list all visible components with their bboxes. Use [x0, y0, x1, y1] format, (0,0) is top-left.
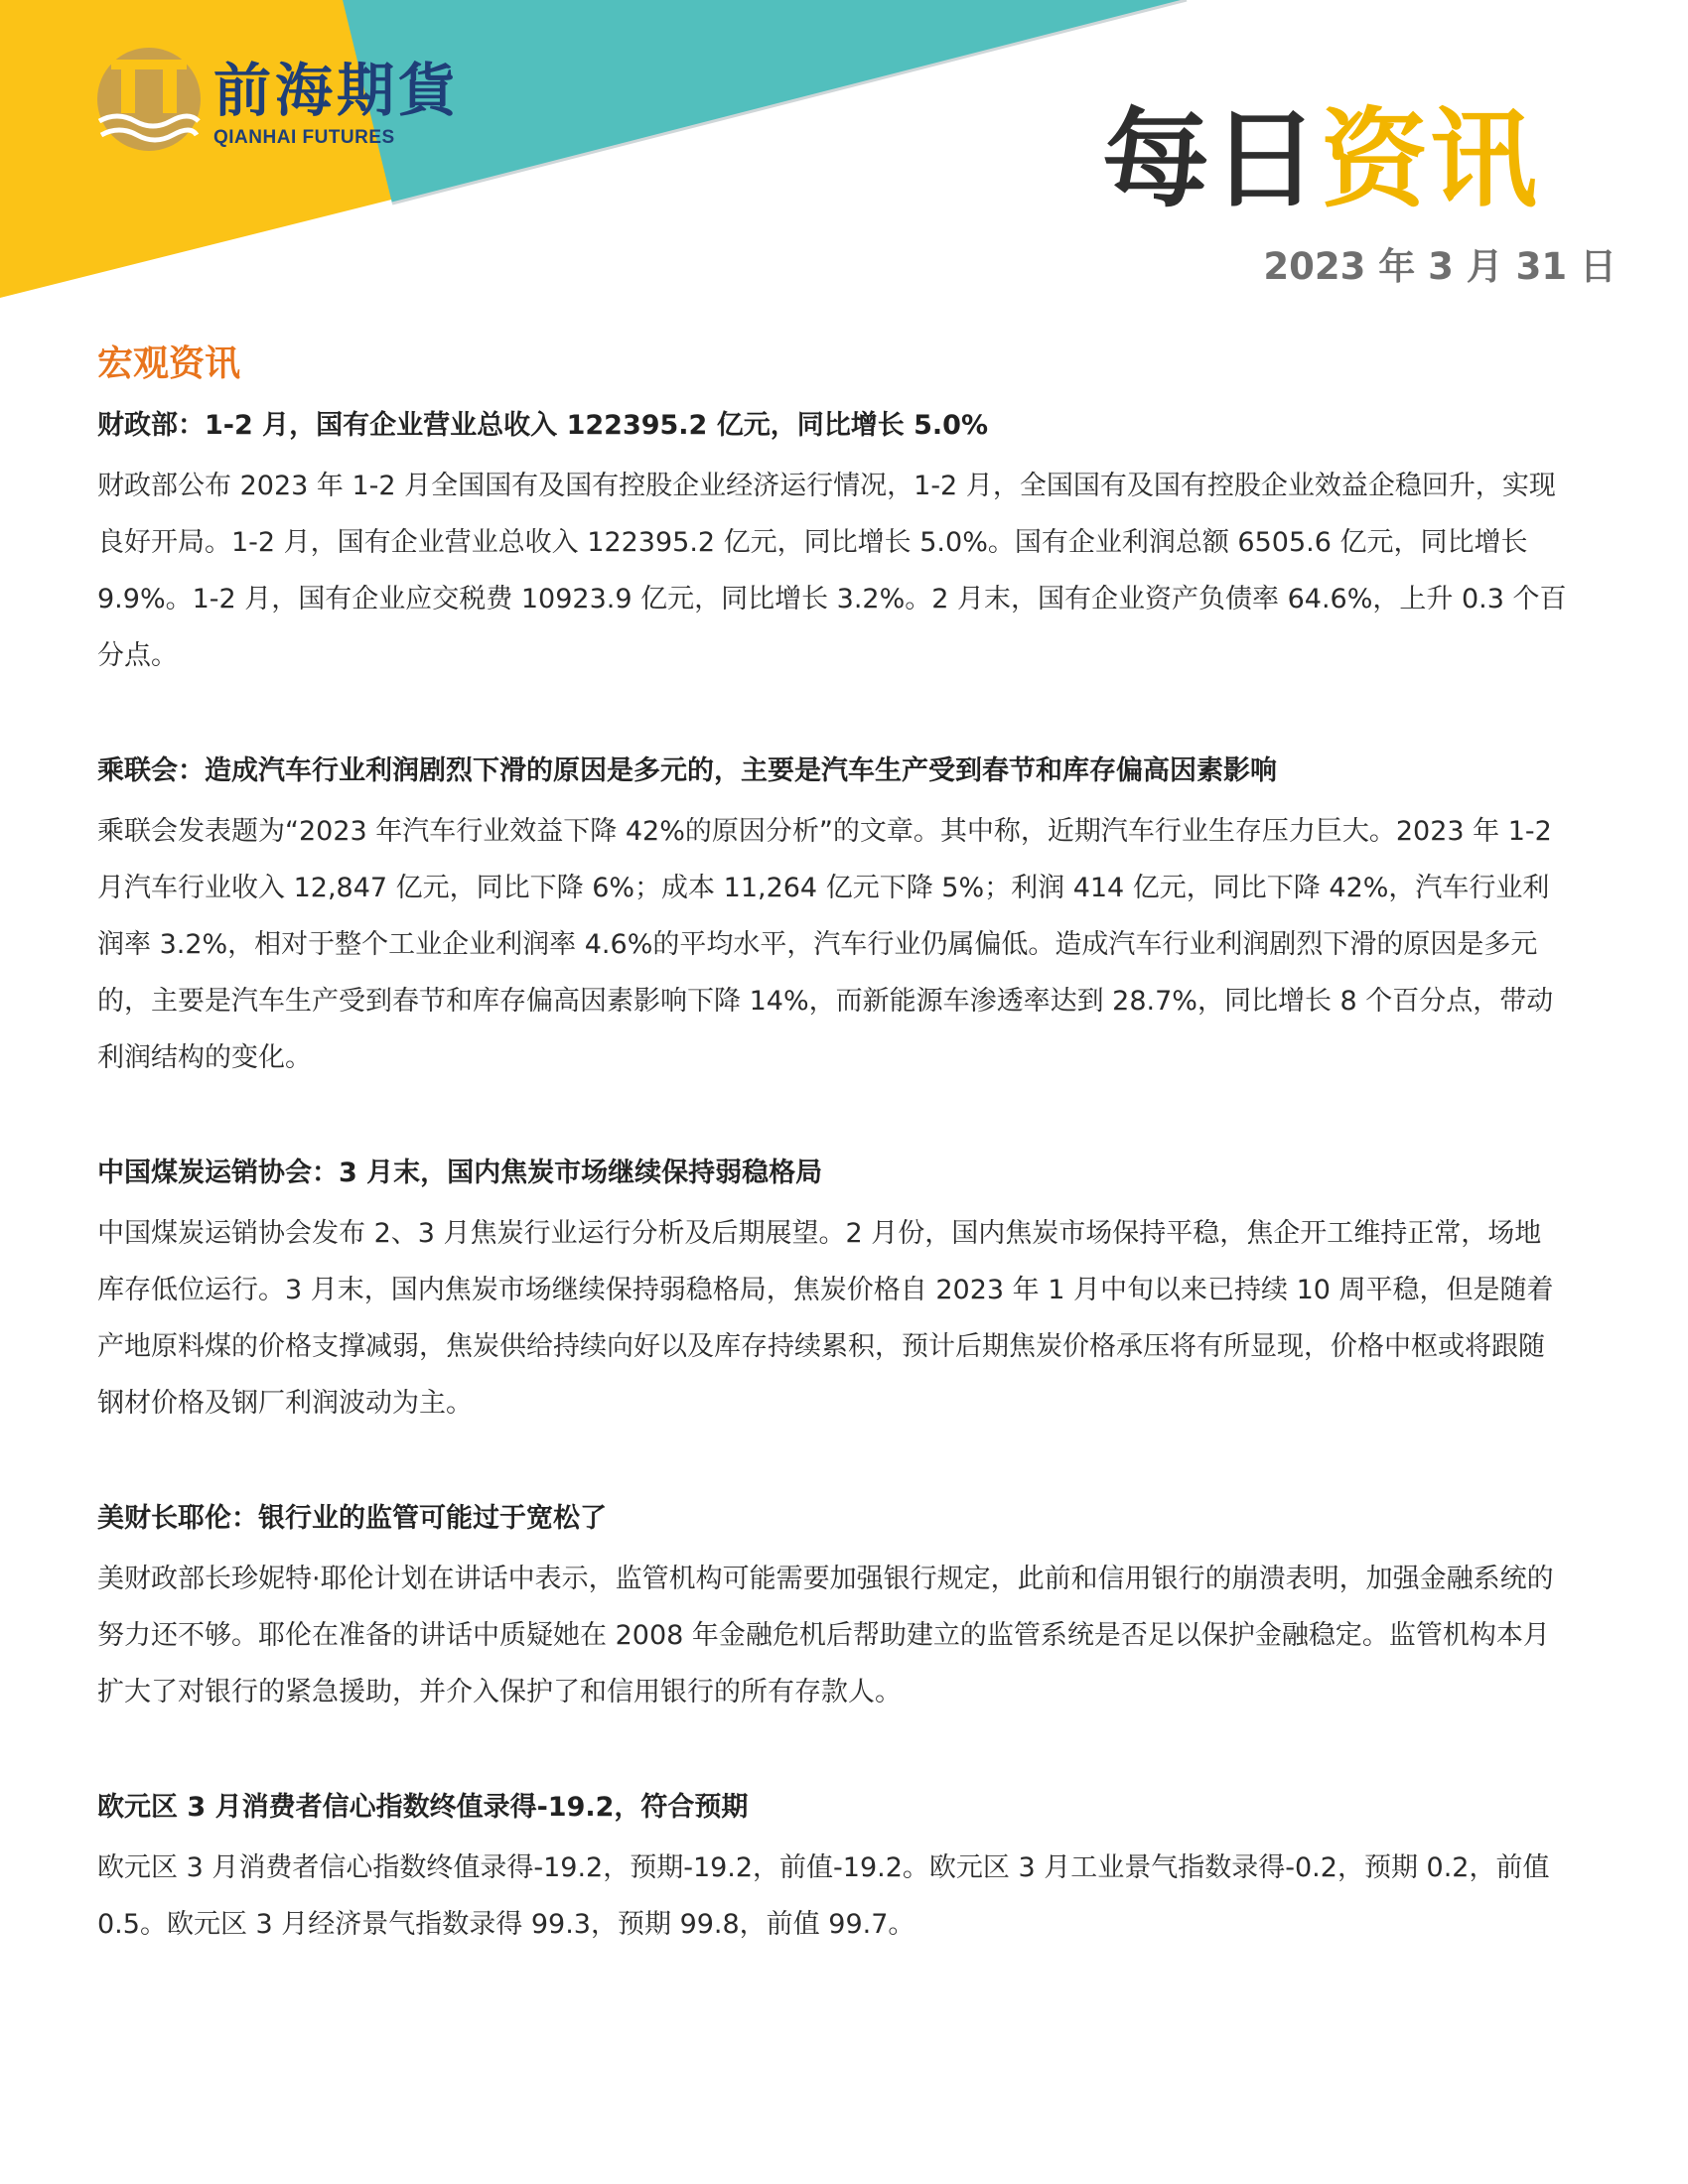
article-title: 美财长耶伦：银行业的监管可能过于宽松了 — [97, 1503, 607, 1534]
page-title-part1: 每日 — [1101, 98, 1321, 222]
article-body: 乘联会发表题为“2023 年汽车行业效益下降 42%的原因分析”的文章。其中称，近期汽车行业生存压力巨大。2023 年 1-2 月汽车行业收入 12,847 亿元，同比下降 6%；成本 11,264 亿元下降 5%；利润 414 亿元，同比下降 42%，汽车行业利润率 3.2%，相对于整个工业企业利润率 4.6%的平均水平，汽车行业仍属偏低。造成汽车行业利润剧烈下滑的原因是多元的，主要是汽车生产受到春节和库存偏高因素影响下降 14%，而新能源车渗透率达到 28.7%，同比增长 8 个百分点，带动利润结构的变化。 — [97, 816, 1554, 1073]
company-logo — [213, 57, 461, 149]
page-title-part2: 资讯 — [1320, 98, 1539, 222]
article-item — [97, 1499, 1567, 1720]
main-content — [97, 328, 1567, 2020]
article-item — [97, 406, 1567, 684]
article-title: 乘联会：造成汽车行业利润剧烈下滑的原因是多元的，主要是汽车生产受到春节和库存偏高因素影响 — [97, 755, 1277, 786]
page-title — [1101, 98, 1539, 222]
report-date: 2023 年 3 月 31 日 — [1263, 245, 1617, 288]
article-body: 财政部公布 2023 年 1-2 月全国国有及国有控股企业经济运行情况，1-2 月，全国国有及国有控股企业效益企稳回升，实现良好开局。1-2 月，国有企业营业总收入 122395.2 亿元，同比增长 5.0%。国有企业利润总额 6505.6 亿元，同比增长 9.9%。1-2 月，国有企业应交税费 10923.9 亿元，同比增长 3.2%。2 月末，国有企业资产负债率 64.6%，上升 0.3 个百分点。 — [97, 471, 1567, 671]
logo-chinese-name: 前海期貨 — [213, 57, 461, 124]
article-title: 财政部：1-2 月，国有企业营业总收入 122395.2 亿元，同比增长 5.0% — [97, 410, 989, 441]
article-title: 欧元区 3 月消费者信心指数终值录得-19.2，符合预期 — [97, 1792, 749, 1823]
article-body: 中国煤炭运销协会发布 2、3 月焦炭行业运行分析及后期展望。2 月份，国内焦炭市场保持平稳，焦企开工维持正常，场地库存低位运行。3 月末，国内焦炭市场继续保持弱稳格局，焦炭价格自 2023 年 1 月中旬以来已持续 10 周平稳，但是随着产地原料煤的价格支撑减弱，焦炭供给持续向好以及库存持续累积，预计后期焦炭价格承压将有所显现，价格中枢或将跟随钢材价格及钢厂利润波动为主。 — [97, 1218, 1554, 1419]
article-item — [97, 1154, 1567, 1432]
company-logo-icon — [97, 48, 201, 151]
article-item — [97, 751, 1567, 1086]
article-item — [97, 1788, 1567, 1953]
article-body: 欧元区 3 月消费者信心指数终值录得-19.2，预期-19.2，前值-19.2。欧元区 3 月工业景气指数录得-0.2，预期 0.2，前值 0.5。欧元区 3 月经济景气指数录得 99.3，预期 99.8，前值 99.7。 — [97, 1852, 1550, 1940]
article-body: 美财政部长珍妮特·耶伦计划在讲话中表示，监管机构可能需要加强银行规定，此前和信用银行的崩溃表明，加强金融系统的努力还不够。耶伦在准备的讲话中质疑她在 2008 年金融危机后帮助建立的监管系统是否足以保护金融稳定。监管机构本月扩大了对银行的紧急援助，并介入保护了和信用银行的所有存款人。 — [97, 1564, 1554, 1707]
section-title: 宏观资讯 — [97, 343, 241, 384]
article-title: 中国煤炭运销协会：3 月末，国内焦炭市场继续保持弱稳格局 — [97, 1158, 823, 1188]
banner-teal-shape — [343, 0, 1187, 204]
logo-english-name: QIANHAI FUTURES — [213, 127, 395, 148]
